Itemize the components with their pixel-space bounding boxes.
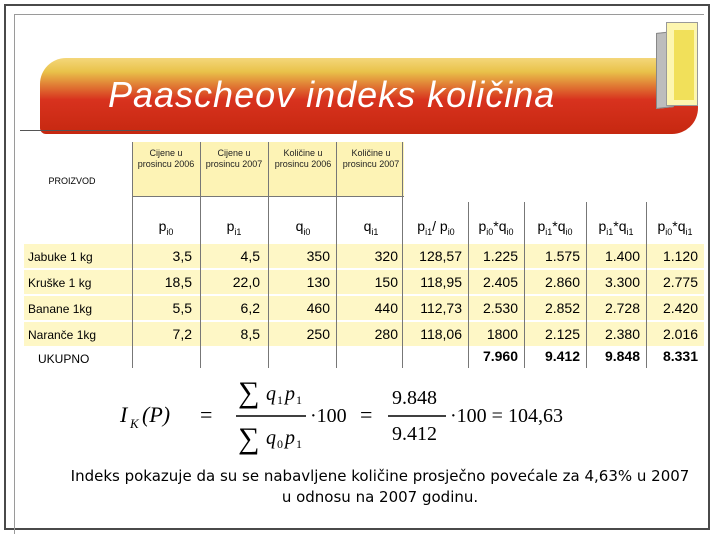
cell-p0q1: 1.120 <box>662 248 698 264</box>
cell-q1: 440 <box>374 300 398 316</box>
symbol-q0: $q_{i0}$ <box>295 218 311 237</box>
numerator-q: q <box>266 383 276 405</box>
cell-p0q1: 2.016 <box>662 326 698 342</box>
denominator-value: 9.412 <box>392 423 437 445</box>
formula-result: ·100 = 104,63 <box>450 405 563 427</box>
col-header-price-2006: Cijene u prosincu 2006 <box>137 148 195 169</box>
cell-q0: 250 <box>306 326 330 342</box>
total-label: UKUPNO <box>38 352 90 366</box>
cell-q0: 350 <box>306 248 330 264</box>
cell-p1q0: 2.852 <box>544 300 580 316</box>
symbol-p1q0: $p_{i1}*q_{i0}$ <box>537 218 573 237</box>
cell-p1q1: 3.300 <box>604 274 640 290</box>
cell-p1q1: 2.728 <box>604 300 640 316</box>
paasche-formula <box>110 372 690 458</box>
symbol-p0q0: $p_{i0}*q_{i0}$ <box>478 218 514 237</box>
grid-line <box>132 196 404 197</box>
total-p1q0: 9.412 <box>544 348 580 364</box>
grid-line <box>468 202 469 368</box>
grid-line <box>646 202 647 368</box>
cell-ratio: 112,73 <box>420 300 462 316</box>
cell-q0: 460 <box>306 300 330 316</box>
formula-lhs: I <box>120 402 128 427</box>
cell-p1: 8,5 <box>240 326 260 342</box>
numerator-p-sub: 1 <box>296 393 302 407</box>
cell-p0q1: 2.775 <box>662 274 698 290</box>
numerator-value: 9.848 <box>392 387 437 409</box>
grid-line <box>402 142 403 368</box>
row-label: Jabuke 1 kg <box>28 250 93 264</box>
times-100: ·100 <box>310 405 347 427</box>
grid-line <box>132 142 133 368</box>
cell-p1: 22,0 <box>232 274 260 290</box>
grid-line <box>336 142 337 368</box>
total-p0q0: 7.960 <box>482 348 518 364</box>
row-label: Naranče 1kg <box>28 328 97 342</box>
total-p0q1: 8.331 <box>662 348 698 364</box>
symbol-p0: $p_{i0}$ <box>158 218 174 237</box>
cell-p1: 4,5 <box>240 248 260 264</box>
formula-equals: = <box>200 402 213 427</box>
data-table <box>24 142 704 368</box>
cell-p0: 3,5 <box>172 248 192 264</box>
col-header-price-2007: Cijene u prosincu 2007 <box>205 148 263 169</box>
numerator-q-sub: 1 <box>277 393 283 407</box>
sum-symbol: ∑ <box>238 422 260 455</box>
title-underline <box>20 130 160 131</box>
col-header-qty-2007: Količine u prosincu 2007 <box>342 148 400 169</box>
conclusion-text: Indeks pokazuje da su se nabavljene količine prosječno povećale za 4,63% u 2007 u odnosu na 2007 godinu. <box>70 467 690 506</box>
denominator-q-sub: 0 <box>277 437 283 451</box>
grid-line <box>586 202 587 368</box>
symbol-q1: $q_{i1}$ <box>363 218 379 237</box>
cell-p1q1: 2.380 <box>604 326 640 342</box>
cell-p1q0: 2.125 <box>544 326 580 342</box>
cell-p0q0: 2.530 <box>482 300 518 316</box>
cell-p0q1: 2.420 <box>662 300 698 316</box>
row-label: Banane 1kg <box>28 302 93 316</box>
cell-p1q0: 2.860 <box>544 274 580 290</box>
formula-lhs-sub: K <box>130 416 139 431</box>
symbol-p1q1: $p_{i1}*q_{i1}$ <box>598 218 634 237</box>
cell-p0: 18,5 <box>164 274 192 290</box>
formula-equals: = <box>360 402 373 427</box>
symbol-p1: $p_{i1}$ <box>226 218 242 237</box>
cell-p0q0: 2.405 <box>482 274 518 290</box>
cell-p1q0: 1.575 <box>544 248 580 264</box>
symbol-p1-over-p0: $p_{i1}/$ $p_{i0}$ <box>417 218 455 237</box>
cell-q1: 320 <box>374 248 398 264</box>
cell-p1: 6,2 <box>240 300 260 316</box>
product-header: PROIZVOD <box>48 176 96 186</box>
denominator-p: p <box>285 427 295 449</box>
decorative-books-icon <box>652 18 702 118</box>
cell-p0: 5,5 <box>172 300 192 316</box>
numerator-p: p <box>285 383 295 405</box>
cell-q1: 150 <box>374 274 398 290</box>
sum-symbol: ∑ <box>238 376 260 409</box>
cell-q1: 280 <box>374 326 398 342</box>
cell-p0: 7,2 <box>172 326 192 342</box>
slide-title: Paascheov indeks količina <box>108 74 556 115</box>
symbol-p0q1: $p_{i0}*q_{i1}$ <box>657 218 693 237</box>
cell-ratio: 118,95 <box>420 274 462 290</box>
cell-p0q0: 1.225 <box>482 248 518 264</box>
cell-p0q0: 1800 <box>486 326 518 342</box>
grid-line <box>200 142 201 368</box>
grid-line <box>524 202 525 368</box>
grid-line <box>268 142 269 368</box>
cell-ratio: 118,06 <box>420 326 462 342</box>
cell-q0: 130 <box>306 274 330 290</box>
denominator-q: q <box>266 427 276 449</box>
total-p1q1: 9.848 <box>604 348 640 364</box>
formula-lhs-arg: (P) <box>142 402 171 427</box>
cell-p1q1: 1.400 <box>604 248 640 264</box>
row-label: Kruške 1 kg <box>28 276 92 290</box>
denominator-p-sub: 1 <box>296 437 302 451</box>
cell-ratio: 128,57 <box>419 248 462 264</box>
col-header-qty-2006: Količine u prosincu 2006 <box>274 148 332 169</box>
